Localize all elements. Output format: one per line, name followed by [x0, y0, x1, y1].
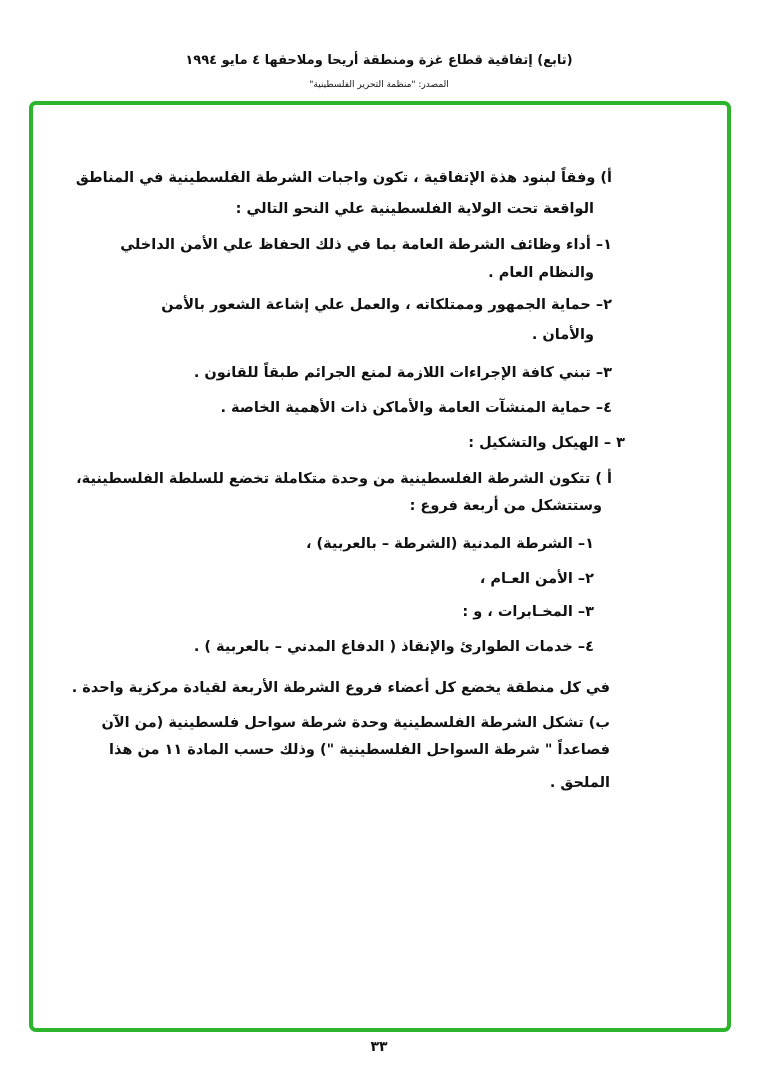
paragraph-line: فصاعداً " شرطة السواحل الفلسطينية ") وذلك حسب المادة ١١ من هذا — [109, 742, 610, 758]
paragraph-line: أ) وفقاً لبنود هذة الإتفاقية ، تكون واجبات الشرطة الفلسطينية في المناطق — [75, 170, 612, 186]
paragraph-line: في كل منطقة يخضع كل أعضاء فروع الشرطة الأربعة لقيادة مركزية واحدة . — [71, 680, 610, 696]
paragraph-line: الملحق . — [549, 775, 610, 791]
section-heading: ٣ – الهيكل والتشكيل : — [468, 435, 625, 451]
page-number: ٣٣ — [370, 1039, 388, 1055]
list-item: ٤– خدمات الطوارئ والإنقاذ ( الدفاع المدني – بالعربية ) . — [193, 639, 594, 655]
document-source: المصدر: "منظمة التحرير الفلسطينية" — [309, 80, 449, 90]
list-item: ١– الشرطة المدنية (الشرطة – بالعربية) ، — [305, 536, 594, 552]
list-item: ٢– حماية الجمهور وممتلكاته ، والعمل علي إشاعة الشعور بالأمن — [161, 297, 612, 313]
paragraph-line: أ ) تتكون الشرطة الفلسطينية من وحدة متكاملة تخضع للسلطة الفلسطينية، — [76, 471, 612, 487]
list-item: ٤– حماية المنشآت العامة والأماكن ذات الأهمية الخاصة . — [220, 400, 612, 416]
list-item: ٣– المخـابرات ، و : — [462, 604, 594, 620]
document-title: (تابع) إتفاقية قطاع غزة ومنطقة أريحا وملاحقها ٤ مايو ١٩٩٤ — [185, 53, 573, 68]
list-item: ١– أداء وظائف الشرطة العامة بما في ذلك الحفاظ علي الأمن الداخلي — [120, 237, 612, 253]
paragraph-line: والأمان . — [531, 327, 594, 343]
paragraph-line: الواقعة تحت الولاية الفلسطينية علي النحو التالي : — [235, 201, 594, 217]
paragraph-line: ب) تشكل الشرطة الفلسطينية وحدة شرطة سواحل فلسطينية (من الآن — [101, 715, 610, 731]
paragraph-line: وستتشكل من أربعة فروع : — [409, 498, 602, 514]
list-item: ٣– تبني كافة الإجراءات اللازمة لمنع الجرائم طبقاً للقانون . — [193, 365, 612, 381]
list-item: ٢– الأمن العـام ، — [479, 571, 594, 587]
paragraph-line: والنظام العام . — [488, 265, 594, 281]
